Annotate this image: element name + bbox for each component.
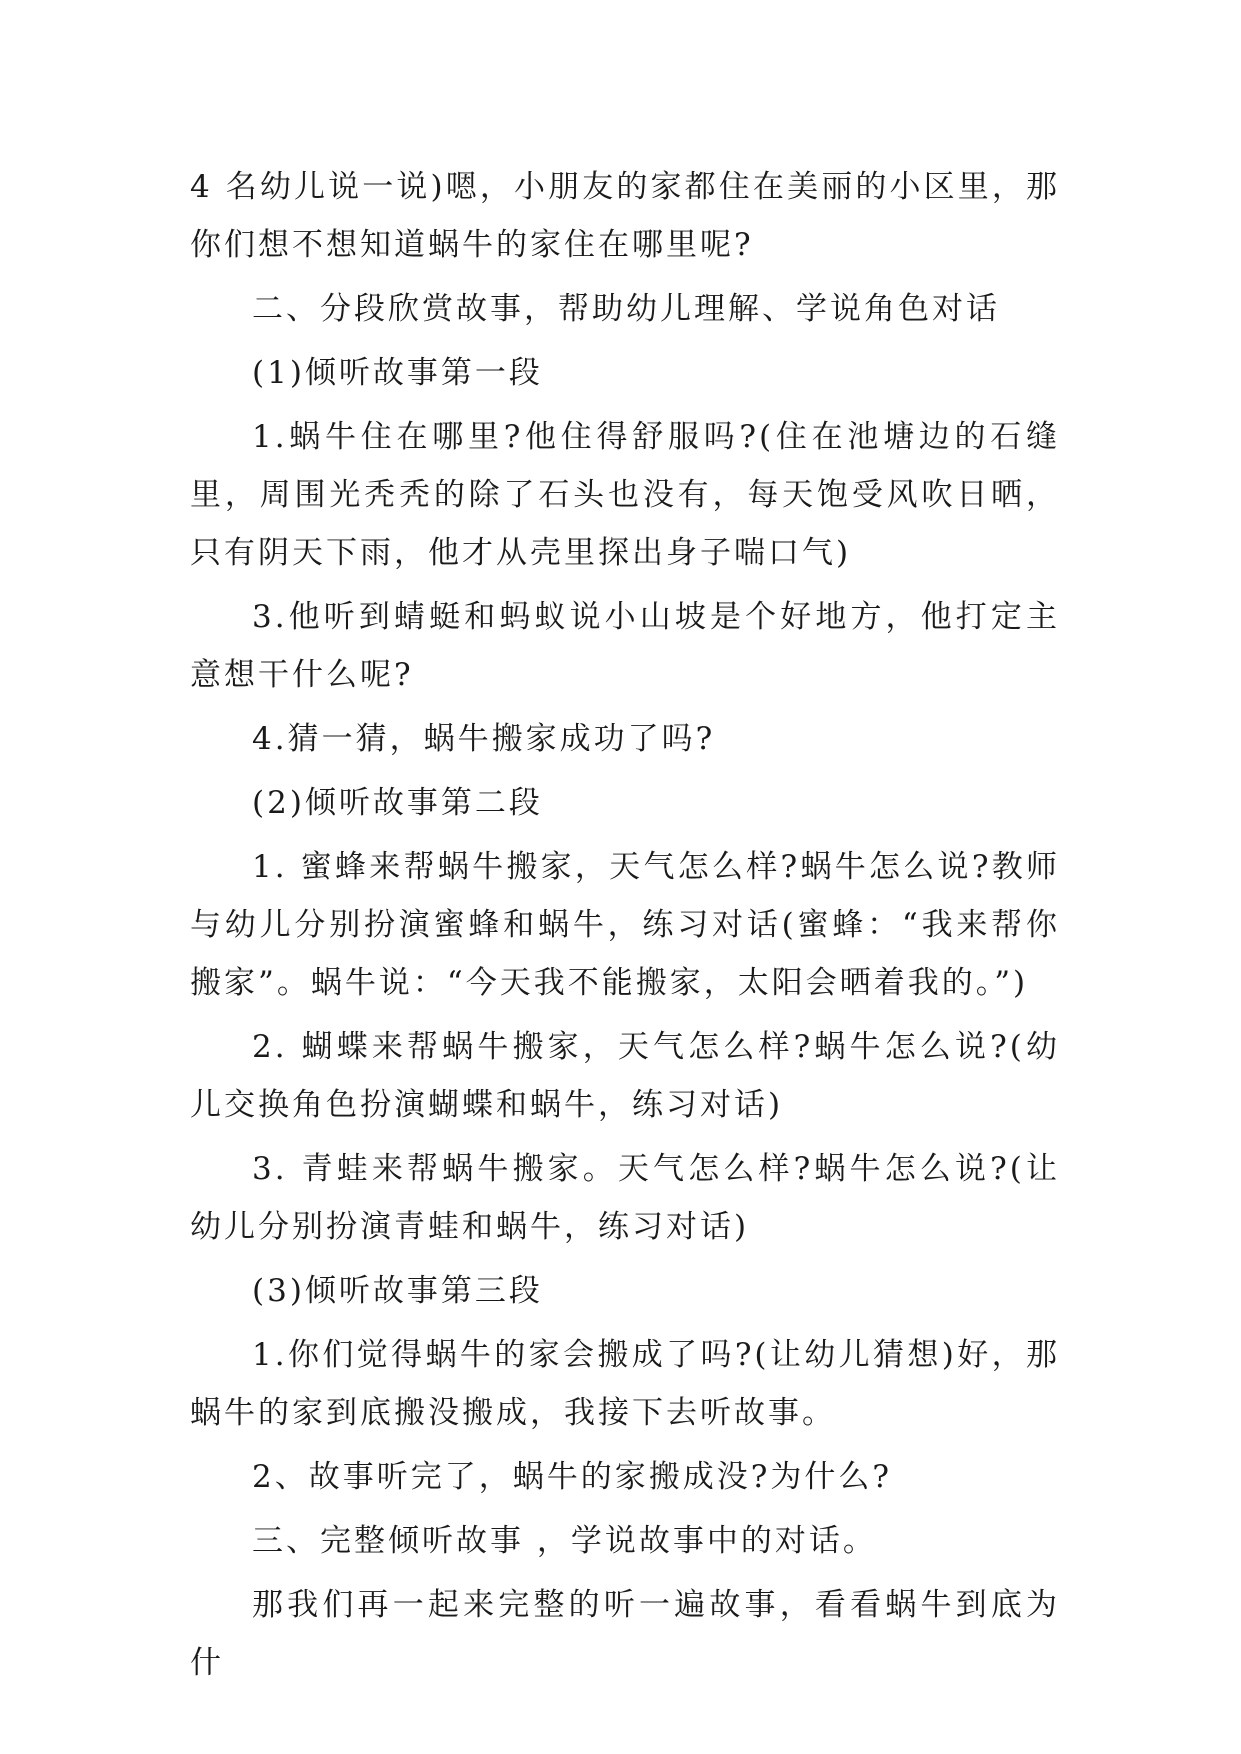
question-2-1: 1. 蜜蜂来帮蜗牛搬家，天气怎么样?蜗牛怎么说?教师与幼儿分别扮演蜜蜂和蜗牛，练习对话(蜜蜂：“我来帮你搬家”。蜗牛说：“今天我不能搬家，太阳会晒着我的。”): [190, 849, 1060, 1001]
question-1-1: 1.蜗牛住在哪里?他住得舒服吗?(住在池塘边的石缝里，周围光秃秃的除了石头也没有，每天饱受风吹日晒，只有阴天下雨，他才从壳里探出身子喘口气): [190, 419, 1060, 571]
section-heading-2: 二、分段欣赏故事，帮助幼儿理解、学说角色对话: [252, 291, 1000, 327]
section-heading-3: 三、完整倾听故事 ，学说故事中的对话。: [252, 1523, 877, 1559]
question-3-1: 1.你们觉得蜗牛的家会搬成了吗?(让幼儿猜想)好，那蜗牛的家到底搬没搬成，我接下去听故事。: [190, 1337, 1060, 1431]
subsection-heading-3: (3)倾听故事第三段: [252, 1273, 543, 1309]
subsection-heading-1: (1)倾听故事第一段: [252, 355, 543, 391]
question-1-4: 4.猜一猜，蜗牛搬家成功了吗?: [252, 721, 716, 757]
document-body: [190, 158, 1060, 1698]
question-2-3: 3. 青蛙来帮蜗牛搬家。天气怎么样?蜗牛怎么说?(让幼儿分别扮演青蛙和蜗牛，练习对话): [190, 1151, 1060, 1245]
closing-paragraph: 那我们再一起来完整的听一遍故事，看看蜗牛到底为什: [190, 1587, 1060, 1681]
paragraph-intro-continuation: 4 名幼儿说一说)嗯，小朋友的家都住在美丽的小区里，那你们想不想知道蜗牛的家住在哪里呢?: [190, 169, 1060, 263]
question-2-2: 2. 蝴蝶来帮蜗牛搬家，天气怎么样?蜗牛怎么说?(幼儿交换角色扮演蝴蝶和蜗牛，练习对话): [190, 1029, 1060, 1123]
question-1-3: 3.他听到蜻蜓和蚂蚁说小山坡是个好地方，他打定主意想干什么呢?: [190, 599, 1060, 693]
question-3-2: 2、故事听完了，蜗牛的家搬成没?为什么?: [252, 1459, 892, 1495]
subsection-heading-2: (2)倾听故事第二段: [252, 785, 543, 821]
